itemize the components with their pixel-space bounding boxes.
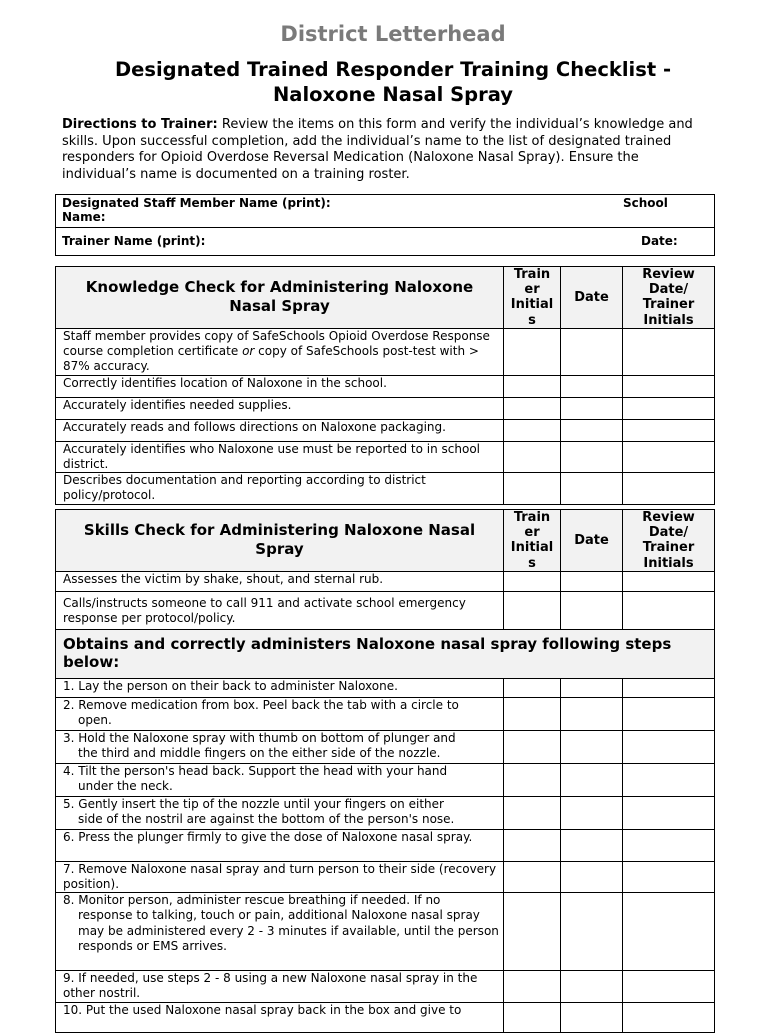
review-cell[interactable] bbox=[623, 829, 715, 861]
date-cell[interactable] bbox=[561, 1003, 623, 1033]
row-text: Describes documentation and reporting according to district policy/protocol. bbox=[56, 473, 504, 504]
step-text bbox=[56, 829, 504, 861]
table-row bbox=[56, 591, 715, 629]
knowledge-title: Knowledge Check for Administering Naloxone Nasal Spray bbox=[56, 267, 504, 329]
col-label-part: Initials bbox=[643, 312, 694, 328]
table-row bbox=[56, 893, 715, 971]
table-row bbox=[56, 763, 715, 796]
trainer-initials-cell[interactable] bbox=[504, 796, 561, 829]
date-cell[interactable] bbox=[561, 763, 623, 796]
table-row bbox=[56, 571, 715, 591]
date-cell[interactable] bbox=[561, 796, 623, 829]
staff-name-row bbox=[56, 195, 714, 228]
date-cell[interactable] bbox=[561, 697, 623, 730]
title-line-2: Naloxone Nasal Spray bbox=[272, 83, 514, 106]
step-text bbox=[56, 861, 504, 892]
trainer-initials-cell[interactable] bbox=[504, 473, 561, 504]
review-cell[interactable] bbox=[623, 796, 715, 829]
review-cell[interactable] bbox=[623, 1003, 715, 1033]
table-row bbox=[56, 861, 715, 892]
date-cell[interactable] bbox=[561, 861, 623, 892]
col-label-part: Review bbox=[642, 510, 695, 525]
trainer-initials-cell[interactable] bbox=[504, 419, 561, 441]
trainer-initials-cell[interactable] bbox=[504, 829, 561, 861]
trainer-initials-cell[interactable] bbox=[504, 893, 561, 971]
step-continued: the third and middle fingers on the either side of the nozzle. bbox=[78, 746, 441, 761]
col-label-part: Review bbox=[642, 267, 695, 282]
step-text bbox=[56, 697, 504, 730]
col-label-part: s bbox=[528, 312, 536, 328]
step-first-line: 6. Press the plunger firmly to give the dose of Naloxone nasal spray. bbox=[63, 829, 473, 844]
table-row bbox=[56, 971, 715, 1003]
steps-heading-row bbox=[56, 629, 715, 678]
review-cell[interactable] bbox=[623, 419, 715, 441]
col-review bbox=[623, 267, 715, 329]
step-first-line: 7. Remove Naloxone nasal spray and turn person to their side (recovery position). bbox=[63, 861, 497, 892]
staff-info-box bbox=[55, 194, 715, 256]
col-date: Date bbox=[561, 510, 623, 572]
row-text: Accurately identifies needed supplies. bbox=[56, 397, 504, 419]
date-cell[interactable] bbox=[561, 591, 623, 629]
date-cell[interactable] bbox=[561, 678, 623, 697]
title-line-1: Designated Trained Responder Training Checklist - bbox=[114, 58, 672, 81]
review-cell[interactable] bbox=[623, 441, 715, 472]
trainer-initials-cell[interactable] bbox=[504, 328, 561, 375]
date-cell[interactable] bbox=[561, 971, 623, 1003]
review-cell[interactable] bbox=[623, 861, 715, 892]
step-text bbox=[56, 971, 504, 1003]
trainer-initials-cell[interactable] bbox=[504, 375, 561, 397]
directions-paragraph bbox=[62, 117, 712, 183]
step-first-line: 8. Monitor person, administer rescue breathing if needed. If no bbox=[63, 893, 441, 908]
review-cell[interactable] bbox=[623, 473, 715, 504]
review-cell[interactable] bbox=[623, 328, 715, 375]
table-row bbox=[56, 397, 715, 419]
col-label-part: Date/ bbox=[648, 282, 689, 298]
date-cell[interactable] bbox=[561, 328, 623, 375]
step-continued: open. bbox=[78, 713, 112, 728]
col-label-part: Initial bbox=[510, 540, 554, 556]
directions-label: Directions to Trainer: bbox=[62, 117, 218, 132]
review-cell[interactable] bbox=[623, 697, 715, 730]
steps-heading: Obtains and correctly administers Naloxone nasal spray following steps below: bbox=[56, 629, 715, 678]
table-row bbox=[56, 678, 715, 697]
step-first-line: 4. Tilt the person's head back. Support the head with your hand bbox=[63, 763, 448, 778]
skills-check-table bbox=[55, 509, 715, 1033]
staff-name-label: Designated Staff Member Name (print): bbox=[62, 196, 331, 210]
row-text: Assesses the victim by shake, shout, and sternal rub. bbox=[56, 571, 504, 591]
step-text bbox=[56, 893, 504, 971]
date-cell[interactable] bbox=[561, 473, 623, 504]
table-row bbox=[56, 829, 715, 861]
step-text bbox=[56, 1003, 504, 1033]
col-label-part: Train bbox=[513, 267, 551, 282]
step-text bbox=[56, 763, 504, 796]
trainer-initials-cell[interactable] bbox=[504, 678, 561, 697]
skills-title: Skills Check for Administering Naloxone Nasal Spray bbox=[56, 510, 504, 572]
table-row bbox=[56, 473, 715, 504]
knowledge-check-table bbox=[55, 266, 715, 505]
trainer-initials-cell[interactable] bbox=[504, 591, 561, 629]
col-label-part: Trainer bbox=[642, 540, 695, 556]
row-text: Correctly identifies location of Naloxone in the school. bbox=[56, 375, 504, 397]
review-cell[interactable] bbox=[623, 375, 715, 397]
col-label-part: Trainer bbox=[642, 297, 695, 313]
row-text-emphasis: or bbox=[242, 344, 255, 359]
page-title bbox=[60, 57, 726, 107]
col-label-part: Initial bbox=[510, 297, 554, 313]
col-label-part: er bbox=[524, 282, 540, 298]
trainer-name-label: Trainer Name (print): bbox=[62, 234, 206, 248]
table-row bbox=[56, 730, 715, 763]
step-first-line: 3. Hold the Naloxone spray with thumb on bottom of plunger and bbox=[63, 730, 456, 745]
review-cell[interactable] bbox=[623, 591, 715, 629]
table-row bbox=[56, 441, 715, 472]
school-label: School bbox=[623, 196, 668, 210]
trainer-row bbox=[56, 228, 714, 255]
step-text bbox=[56, 730, 504, 763]
date-cell[interactable] bbox=[561, 441, 623, 472]
table-row bbox=[56, 419, 715, 441]
trainer-initials-cell[interactable] bbox=[504, 730, 561, 763]
skills-header-row bbox=[56, 510, 715, 572]
row-text: Accurately identifies who Naloxone use must be reported to in school district. bbox=[56, 441, 504, 472]
date-label: Date: bbox=[641, 234, 678, 248]
col-date: Date bbox=[561, 267, 623, 329]
col-review bbox=[623, 510, 715, 572]
row-text: Accurately reads and follows directions on Naloxone packaging. bbox=[56, 419, 504, 441]
col-trainer-initials bbox=[504, 510, 561, 572]
step-first-line: 9. If needed, use steps 2 - 8 using a new Naloxone nasal spray in the other nostril. bbox=[63, 971, 478, 1001]
district-letterhead: District Letterhead bbox=[280, 22, 506, 46]
col-label-part: Date/ bbox=[648, 525, 689, 541]
step-text bbox=[56, 796, 504, 829]
trainer-initials-cell[interactable] bbox=[504, 763, 561, 796]
knowledge-header-row bbox=[56, 267, 715, 329]
date-cell[interactable] bbox=[561, 571, 623, 591]
date-cell[interactable] bbox=[561, 893, 623, 971]
step-text bbox=[56, 678, 504, 697]
col-label-part: er bbox=[524, 525, 540, 541]
trainer-initials-cell[interactable] bbox=[504, 441, 561, 472]
step-continued: side of the nostril are against the bottom of the person's nose. bbox=[78, 812, 455, 827]
row-text: Calls/instructs someone to call 911 and activate school emergency response per protocol/policy. bbox=[56, 591, 504, 629]
row-text bbox=[56, 328, 504, 375]
table-row bbox=[56, 375, 715, 397]
col-label-part: s bbox=[528, 555, 536, 571]
col-label-part: Train bbox=[513, 510, 551, 525]
directions-text: Review the items on this form and verify the individual’s knowledge and skills. Upon successful completion, add the individual’s name to the list of designated trained responders for Opioid Overdose Reversal Medication (Naloxone Nasal Spray). Ensure the individual’s name is documented on a training roster. bbox=[62, 117, 693, 182]
date-cell[interactable] bbox=[561, 829, 623, 861]
date-cell[interactable] bbox=[561, 419, 623, 441]
trainer-initials-cell[interactable] bbox=[504, 571, 561, 591]
step-first-line: 10. Put the used Naloxone nasal spray back in the box and give to bbox=[63, 1003, 462, 1018]
date-cell[interactable] bbox=[561, 397, 623, 419]
trainer-initials-cell[interactable] bbox=[504, 971, 561, 1003]
table-row bbox=[56, 328, 715, 375]
col-label-part: Initials bbox=[643, 555, 694, 571]
col-trainer-initials bbox=[504, 267, 561, 329]
row-text-part: copy of SafeSchools post-test with > 87% accuracy. bbox=[63, 344, 479, 374]
table-row bbox=[56, 796, 715, 829]
row-text-part: Staff member provides copy of SafeSchools Opioid Overdose Response course completion certificate bbox=[63, 328, 490, 359]
review-cell[interactable] bbox=[623, 893, 715, 971]
trainer-initials-cell[interactable] bbox=[504, 861, 561, 892]
table-row bbox=[56, 1003, 715, 1033]
step-first-line: 2. Remove medication from box. Peel back the tab with a circle to bbox=[63, 697, 459, 712]
step-continued: response to talking, touch or pain, additional Naloxone nasal spray may be administered every 2 - 3 minutes if available, until the person responds or EMS arrives. bbox=[78, 908, 499, 953]
school-name-label: Name: bbox=[62, 210, 106, 224]
review-cell[interactable] bbox=[623, 763, 715, 796]
trainer-initials-cell[interactable] bbox=[504, 397, 561, 419]
review-cell[interactable] bbox=[623, 971, 715, 1003]
step-first-line: 5. Gently insert the tip of the nozzle until your fingers on either bbox=[63, 796, 444, 811]
date-cell[interactable] bbox=[561, 730, 623, 763]
trainer-initials-cell[interactable] bbox=[504, 1003, 561, 1033]
trainer-initials-cell[interactable] bbox=[504, 697, 561, 730]
review-cell[interactable] bbox=[623, 678, 715, 697]
date-cell[interactable] bbox=[561, 375, 623, 397]
step-continued: under the neck. bbox=[78, 779, 173, 794]
review-cell[interactable] bbox=[623, 571, 715, 591]
step-first-line: 1. Lay the person on their back to administer Naloxone. bbox=[63, 678, 398, 693]
table-row bbox=[56, 697, 715, 730]
review-cell[interactable] bbox=[623, 397, 715, 419]
review-cell[interactable] bbox=[623, 730, 715, 763]
